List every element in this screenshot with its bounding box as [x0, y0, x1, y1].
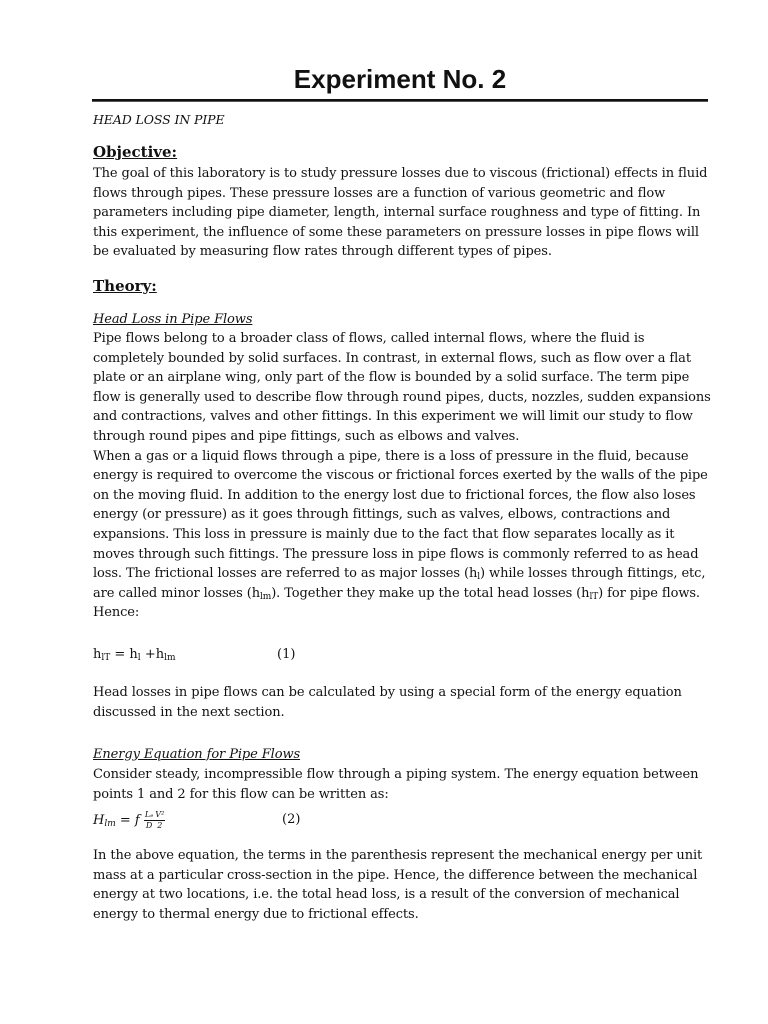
head-loss-calc-paragraph [93, 683, 718, 722]
text-line: energy (or pressure) as it goes through fittings, such as valves, elbows, contractions and [93, 507, 671, 523]
text-line: loss. The frictional losses are referred to as major losses $(h_l)$ while losses through fittings, etc, [93, 566, 706, 583]
text-line: flows through pipes. These pressure losses are a function of various geometric and flow [93, 185, 666, 201]
equation-2: $H_{lm} = f$ $\frac{\text{Lₑ}}{D}$ $\frac{\text{V²}}{2}$ [93, 810, 165, 830]
fraction-v2-over-2: $\frac{\text{V²}}{2}$ [155, 810, 165, 830]
head-loss-paragraph [93, 329, 718, 623]
text-line: energy at two locations, i.e. the total head loss, is a result of the conversion of mechanical [93, 887, 680, 903]
text-line: The goal of this laboratory is to study pressure losses due to viscous (frictional) effects in fluid [93, 166, 708, 181]
text-line: points 1 and 2 for this flow can be written as: [93, 786, 389, 802]
fraction-le-over-d: $\frac{\text{Lₑ}}{D}$ [144, 810, 154, 830]
text-line: Consider steady, incompressible flow through a piping system. The energy equation between [93, 767, 699, 782]
closing-paragraph [93, 846, 718, 924]
text-line: Hence: [93, 605, 140, 621]
text-line: In the above equation, the terms in the parenthesis represent the mechanical energy per unit [93, 848, 703, 863]
text-line: parameters including pipe diameter, length, internal surface roughness and type of fitting. In [93, 205, 701, 221]
theory-heading: Theory: [93, 277, 157, 295]
text-line: be evaluated by measuring flow rates through different types of pipes. [93, 244, 552, 260]
equation-1: $h_{lT} = h_l +h_{lm}$ [93, 647, 176, 663]
objective-heading: Objective: [93, 143, 178, 161]
text-line: plate or an airplane wing, only part of the flow is bounded by a solid surface. The term pipe [93, 370, 690, 386]
equation-1-number: (1) [277, 647, 296, 662]
text-line: Pipe flows belong to a broader class of flows, called internal flows, where the fluid is [93, 331, 645, 346]
text-line: Head losses in pipe flows can be calculated by using a special form of the energy equation [93, 685, 682, 700]
text-line: energy is required to overcome the viscous or frictional forces exerted by the walls of the pipe [93, 468, 708, 484]
section-heading-energy-equation: Energy Equation for Pipe Flows [93, 747, 301, 762]
text-line: are called minor losses $(h_{lm})$. Together they make up the total head losses $(h_{lT})$ for pipe flows. [93, 585, 700, 602]
page-title: Experiment No. 2 [293, 64, 507, 94]
text-line: When a gas or a liquid flows through a pipe, there is a loss of pressure in the fluid, because [93, 448, 689, 464]
equation-2-number: (2) [282, 812, 301, 827]
text-line: flow is generally used to describe flow through round pipes, ducts, nozzles, sudden expansions [93, 389, 711, 405]
text-line: and contractions, valves and other fittings. In this experiment we will limit our study to flow [93, 409, 693, 425]
text-line: on the moving fluid. In addition to the energy lost due to frictional forces, the flow also loses [93, 487, 696, 503]
section-heading-head-loss: Head Loss in Pipe Flows [93, 312, 253, 327]
text-line: through round pipes and pipe fittings, such as elbows and valves. [93, 428, 520, 444]
text-line: moves through such fittings. The pressure loss in pipe flows is commonly referred to as head [93, 546, 699, 562]
text-line: energy to thermal energy due to frictional effects. [93, 906, 419, 922]
energy-equation-paragraph [93, 765, 718, 804]
text-line: this experiment, the influence of some these parameters on pressure losses in pipe flows will [93, 224, 699, 240]
text-line: discussed in the next section. [93, 704, 285, 720]
text-line: completely bounded by solid surfaces. In contrast, in external flows, such as flow over a flat [93, 350, 691, 366]
text-line: mass at a particular cross-section in the pipe. Hence, the difference between the mechanical [93, 867, 698, 883]
objective-paragraph [93, 164, 718, 262]
text-line: expansions. This loss in pressure is mainly due to the fact that flow separates locally as it [93, 526, 675, 542]
title-divider [92, 99, 708, 101]
document-subtitle: HEAD LOSS IN PIPE [93, 112, 225, 127]
